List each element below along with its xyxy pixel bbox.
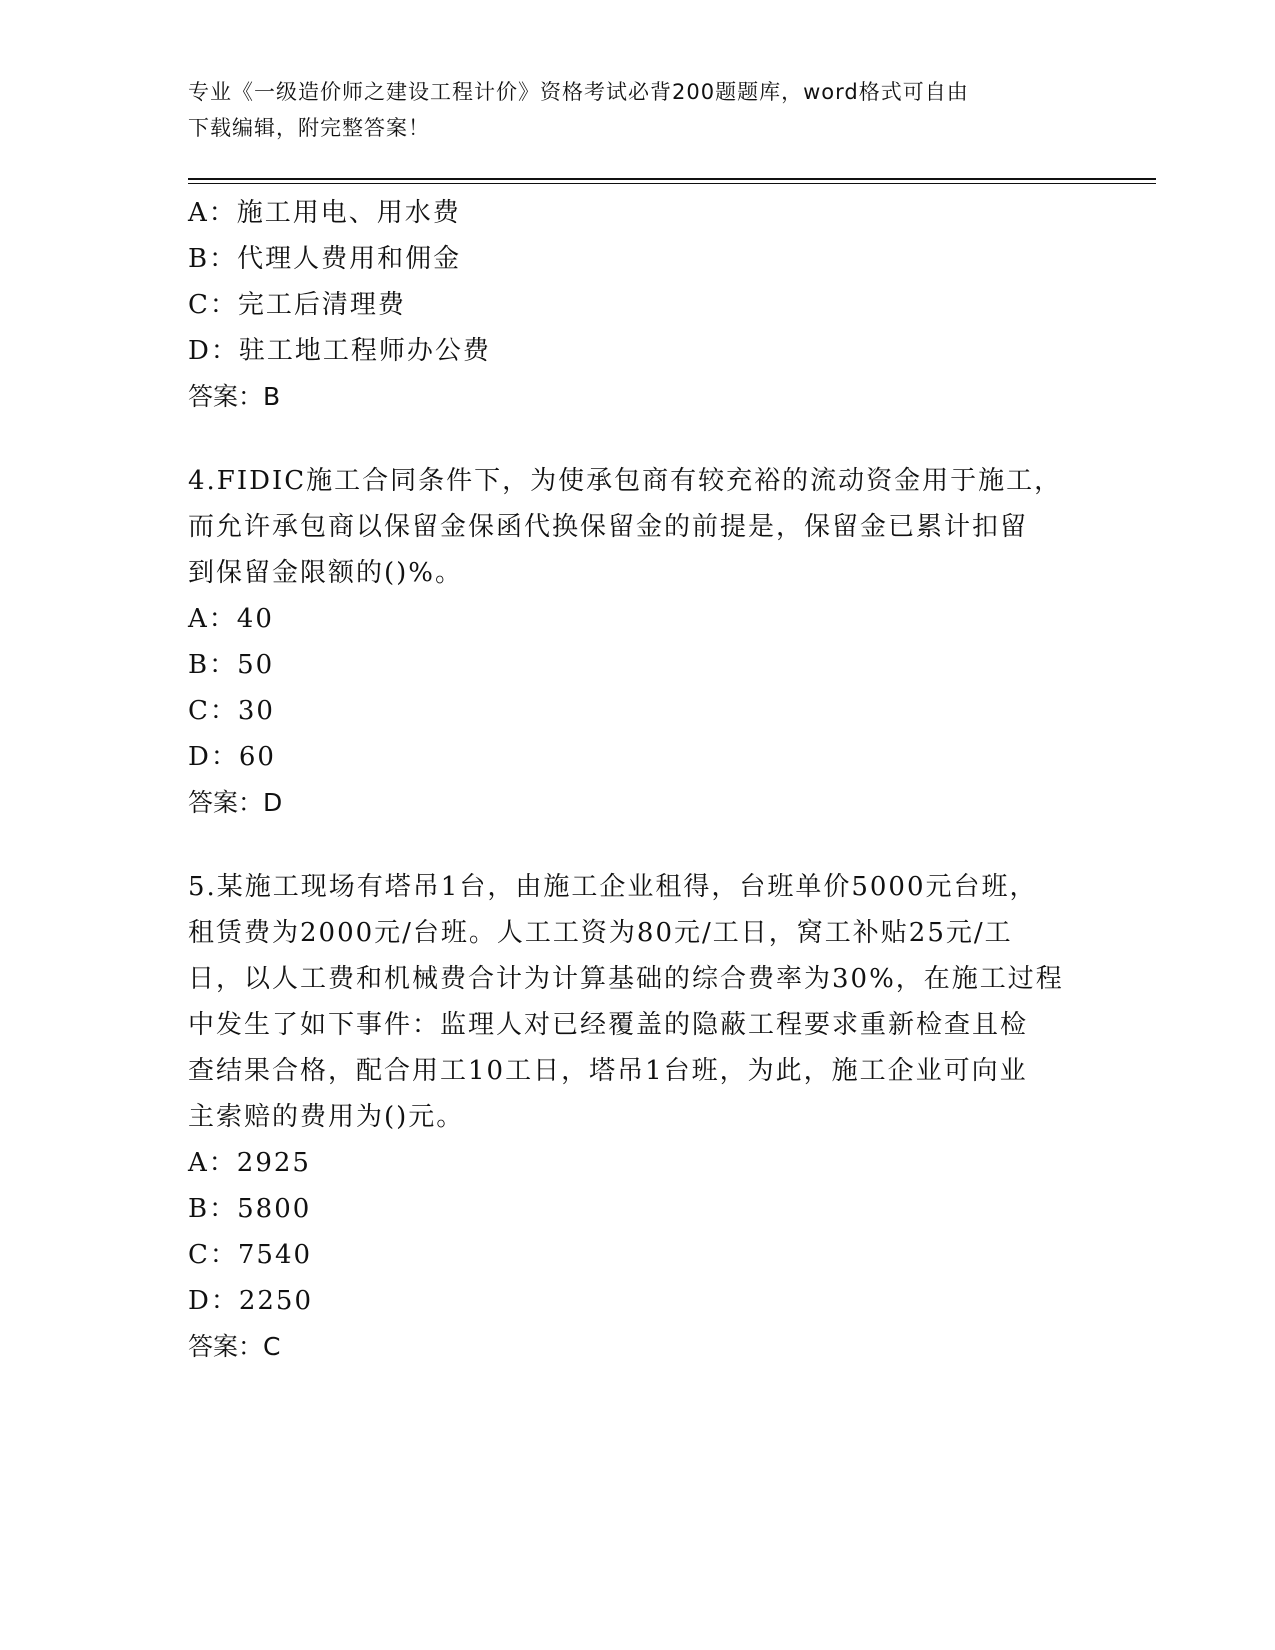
question-text-line: 4.FIDIC施工合同条件下，为使承包商有较充裕的流动资金用于施工，: [188, 466, 1063, 496]
header-divider-thin: [188, 183, 1156, 184]
option-d: D：驻工地工程师办公费: [188, 336, 491, 366]
option-d: D：2250: [188, 1286, 314, 1316]
header-divider-thick: [188, 178, 1156, 180]
answer-line: 答案：C: [188, 1332, 281, 1361]
option-a: A：施工用电、用水费: [188, 198, 461, 228]
question-5: [188, 864, 1088, 1370]
answer-line: 答案：B: [188, 382, 281, 411]
question-3: [188, 190, 1088, 420]
question-text-line: 中发生了如下事件：监理人对已经覆盖的隐蔽工程要求重新检查且检: [188, 1010, 1029, 1040]
header-line-1: 专业《一级造价师之建设工程计价》资格考试必背200题题库，word格式可自由: [188, 80, 969, 104]
option-b: B：50: [188, 650, 275, 680]
option-c: C：30: [188, 696, 275, 726]
document-header: [188, 74, 1088, 146]
question-text-line: 5.某施工现场有塔吊1台，由施工企业租得，台班单价5000元台班，: [188, 872, 1038, 902]
question-text-line: 日，以人工费和机械费合计为计算基础的综合费率为30%，在施工过程: [188, 964, 1064, 994]
option-a: A：40: [188, 604, 274, 634]
question-text: [188, 864, 1088, 1140]
option-c: C：7540: [188, 1240, 313, 1270]
header-line-2: 下载编辑，附完整答案！: [188, 116, 430, 140]
answer-line: 答案：D: [188, 788, 283, 817]
option-c: C：完工后清理费: [188, 290, 406, 320]
question-text-line: 而允许承包商以保留金保函代换保留金的前提是，保留金已累计扣留: [188, 512, 1029, 542]
question-4: [188, 458, 1088, 826]
option-b: B：代理人费用和佣金: [188, 244, 462, 274]
question-text-line: 查结果合格，配合用工10工日，塔吊1台班，为此，施工企业可向业: [188, 1056, 1028, 1086]
question-text-line: 租赁费为2000元/台班。人工工资为80元/工日，窝工补贴25元/工: [188, 918, 1013, 948]
question-text-line: 主索赔的费用为()元。: [188, 1102, 465, 1132]
option-d: D：60: [188, 742, 276, 772]
option-b: B：5800: [188, 1194, 312, 1224]
option-a: A：2925: [188, 1148, 311, 1178]
question-text: [188, 458, 1088, 596]
question-text-line: 到保留金限额的()%。: [188, 558, 463, 588]
question-list: [188, 190, 1088, 1370]
